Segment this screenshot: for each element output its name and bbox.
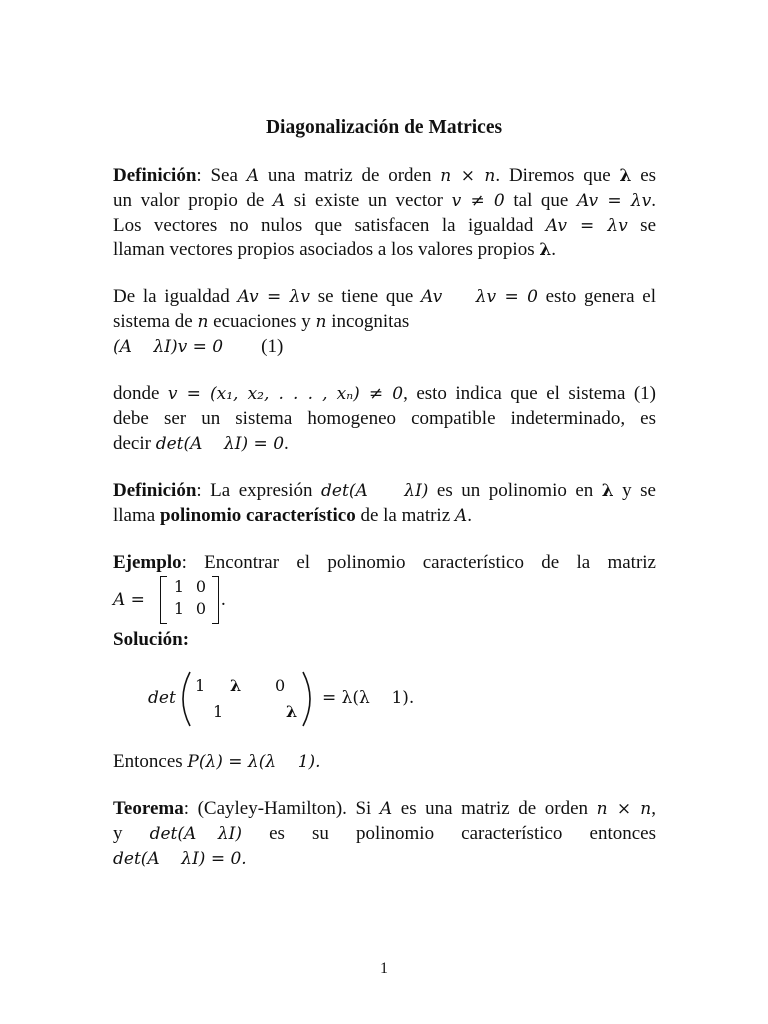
theorem-label: Teorema xyxy=(113,798,184,819)
matrix-left-bracket xyxy=(160,576,167,624)
document-title: Diagonalización de Matrices xyxy=(265,117,503,138)
paragraph-3-line-3: decir det(A λI) = 0. xyxy=(113,433,289,454)
det-result: = λ(λ 1). xyxy=(322,688,415,708)
definition-2-line-1: Definición: La expresión det(A λI) es un polinomio en λ y se xyxy=(113,480,656,501)
term-characteristic-polynomial: polinomio característico xyxy=(159,505,356,526)
example-matrix-period: . xyxy=(221,589,226,610)
definition-2-line-2: llama polinomio característico de la matriz A. xyxy=(113,505,472,526)
definition-1-label: Definición xyxy=(113,165,197,186)
paragraph-2-line-2: sistema de n ecuaciones y n incognitas xyxy=(113,311,410,332)
det-cell-lambda-2: λ xyxy=(286,702,298,721)
det-cell-1-1: 1 xyxy=(195,676,206,695)
right-paren xyxy=(299,670,319,728)
theorem-line-2: y det(A λI) es su polinomio característico entonces xyxy=(113,823,656,844)
det-cell-2-1: 1 xyxy=(213,702,224,721)
paragraph-3-line-2: debe ser un sistema homogeneo compatible indeterminado, es xyxy=(113,408,656,429)
example-label: Ejemplo xyxy=(113,552,182,573)
then-line: Entonces P(λ) = λ(λ 1). xyxy=(113,751,321,772)
definition-1-line-3: Los vectores no nulos que satisfacen la igualdad Av = λv se xyxy=(113,215,657,236)
det-cell-lambda-1: λ xyxy=(230,676,242,695)
theorem-line-3: det(A λI) = 0. xyxy=(113,849,247,869)
page-number: 1 xyxy=(380,960,388,977)
paragraph-3-line-1: donde v = (x₁, x₂, . . . , xₙ) ≠ 0, esto indica que el sistema (1) xyxy=(113,383,657,404)
example-line-1: Ejemplo: Encontrar el polinomio característico de la matriz xyxy=(113,552,656,573)
example-lhs: A = xyxy=(113,590,145,610)
det-cell-1-2: 0 xyxy=(275,676,286,695)
paragraph-2-line-1: De la igualdad Av = λv se tiene que Av λv = 0 esto genera el xyxy=(113,286,656,307)
det-label: det xyxy=(148,688,176,708)
theorem-line-1: Teorema: (Cayley-Hamilton). Si A es una matriz de orden n × n, xyxy=(113,798,656,819)
definition-2-label: Definición xyxy=(113,480,197,501)
definition-1-line-1: Definición: Sea A una matriz de orden n × n. Diremos que λ es xyxy=(113,165,657,186)
definition-1-line-2: un valor propio de A si existe un vector v ≠ 0 tal que Av = λv. xyxy=(113,190,656,211)
equation-1: (A λI)v = 0 (1) xyxy=(113,336,284,357)
matrix-right-bracket xyxy=(212,576,219,624)
solution-label: Solución: xyxy=(113,629,190,650)
definition-1-line-4: llaman vectores propios asociados a los valores propios λ. xyxy=(113,239,557,260)
left-paren xyxy=(174,670,194,728)
equation-number: (1) xyxy=(261,336,284,357)
example-matrix: 1 0 1 0 xyxy=(173,577,207,618)
